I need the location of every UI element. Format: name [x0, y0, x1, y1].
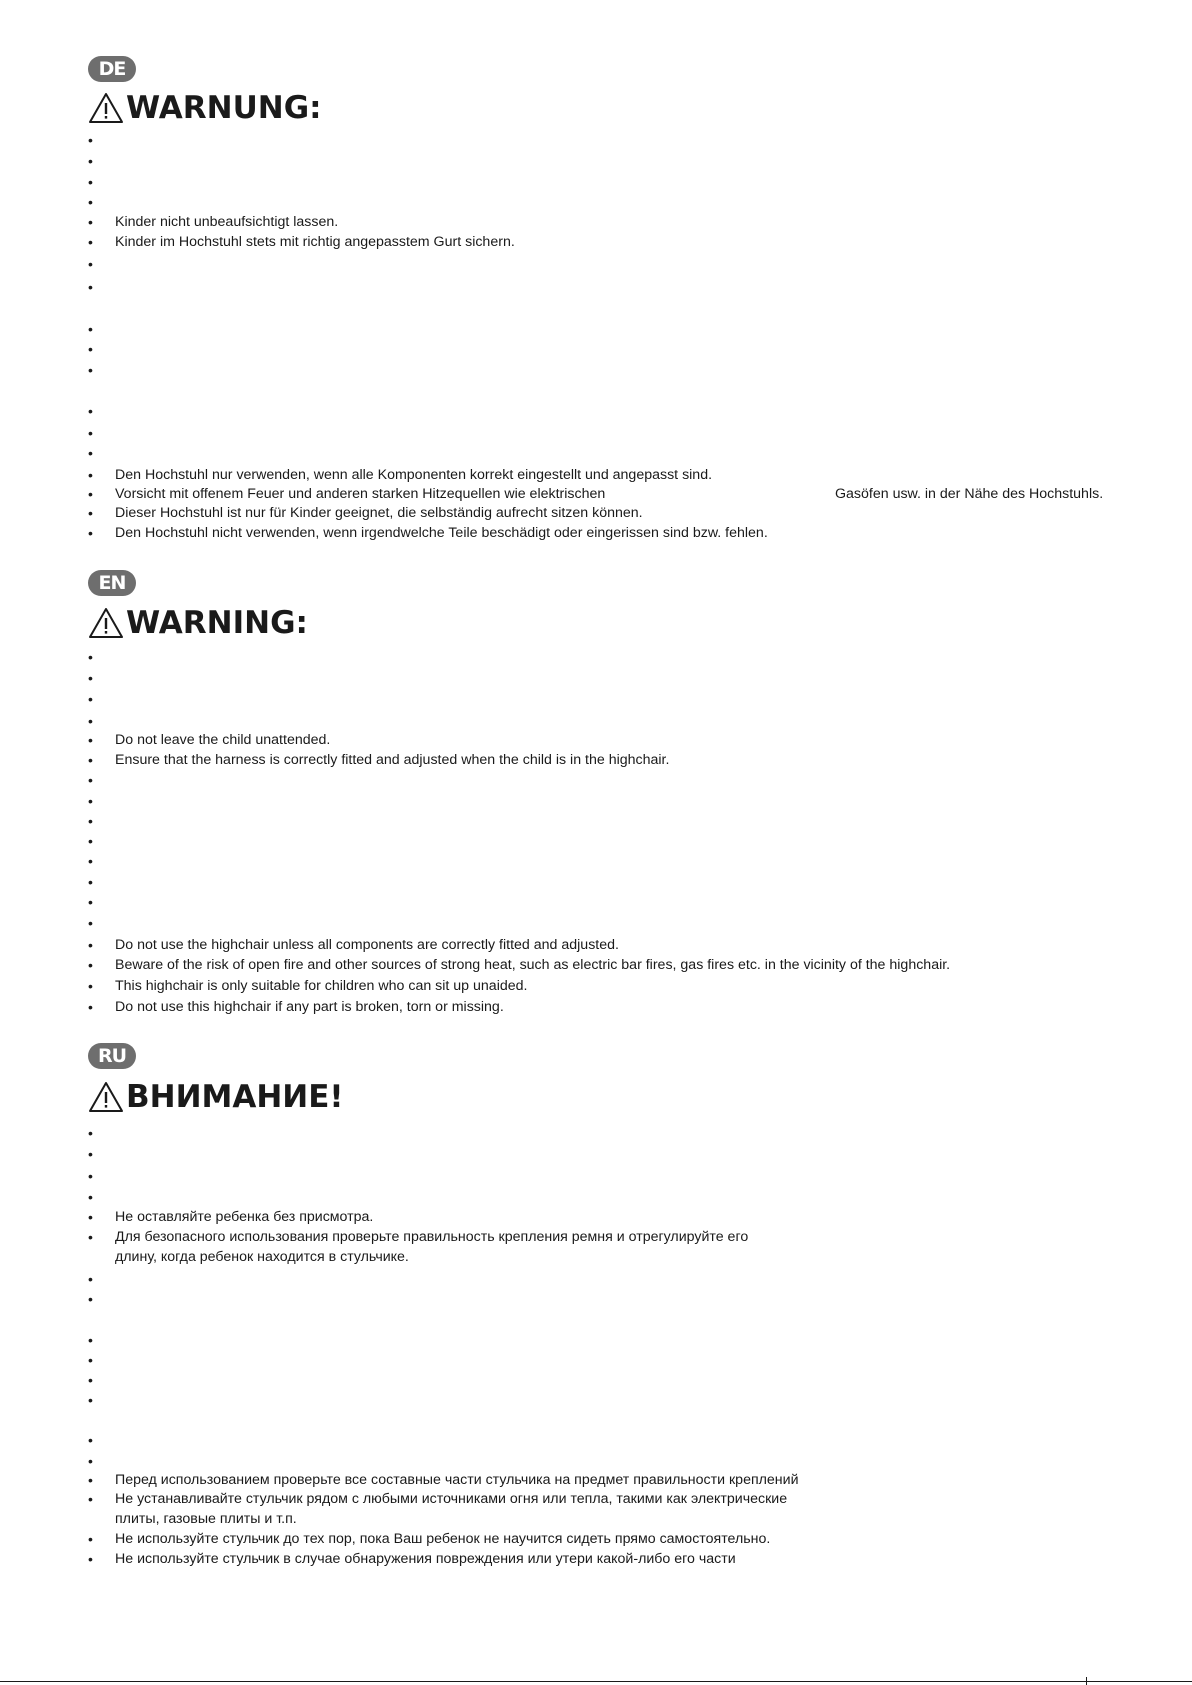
bullet: • [88, 486, 93, 502]
list-item [88, 1188, 1108, 1206]
list-item [88, 193, 1108, 211]
list-item [88, 1167, 1108, 1185]
list-item [88, 731, 1108, 749]
list-item [88, 998, 1108, 1016]
bullet: • [88, 1432, 93, 1448]
list-item [88, 1471, 1108, 1489]
warning-triangle-icon [88, 1081, 124, 1113]
list-item [88, 669, 1108, 687]
list-item [88, 340, 1108, 358]
list-item [88, 1228, 1108, 1246]
list-item [88, 1490, 1108, 1508]
list-item [88, 852, 1108, 870]
list-item [88, 751, 1108, 769]
list-item-text: Do not leave the child unattended. [115, 732, 331, 748]
list-item [88, 956, 1108, 974]
list-item [88, 648, 1108, 666]
list-item-text-continued: плиты, газовые плиты и т.п. [115, 1511, 297, 1527]
list-item [88, 690, 1108, 708]
language-badge-de: DE [88, 56, 136, 82]
list-item [88, 712, 1108, 730]
bullet: • [88, 153, 93, 169]
list-item [88, 424, 1108, 442]
list-item [88, 1550, 1108, 1568]
bullet: • [88, 1271, 93, 1287]
bullet: • [88, 894, 93, 910]
warning-heading-de [88, 88, 322, 128]
list-item [88, 131, 1108, 149]
bullet: • [88, 467, 93, 483]
list-item [88, 1208, 1108, 1226]
list-item [88, 1290, 1108, 1308]
bullet: • [88, 341, 93, 357]
bullet: • [88, 833, 93, 849]
warning-heading-ru [88, 1077, 344, 1117]
list-item-text: Den Hochstuhl nicht verwenden, wenn irgendwelche Teile beschädigt oder eingerissen sind bzw. fehlen. [115, 525, 768, 541]
warning-heading-text: WARNUNG: [126, 90, 322, 126]
bullet: • [88, 425, 93, 441]
bullet: • [88, 321, 93, 337]
bullet: • [88, 691, 93, 707]
list-item-text: Dieser Hochstuhl ist nur für Kinder geeignet, die selbständig aufrecht sitzen können. [115, 505, 643, 521]
bullet: • [88, 670, 93, 686]
list-item [88, 1431, 1108, 1449]
bullet: • [88, 525, 93, 541]
list-item [88, 152, 1108, 170]
bullet: • [88, 978, 93, 994]
list-item [88, 213, 1108, 231]
list-item [88, 792, 1108, 810]
language-badge-ru: RU [88, 1043, 136, 1069]
list-item [88, 255, 1108, 273]
list-item-text: Перед использованием проверьте все составные части стульчика на предмет правильности креплений [115, 1472, 799, 1488]
list-item-text: Ensure that the harness is correctly fitted and adjusted when the child is in the highchair. [115, 752, 670, 768]
list-item-text: Den Hochstuhl nur verwenden, wenn alle Komponenten korrekt eingestellt und angepasst sind. [115, 467, 713, 483]
list-item [88, 320, 1108, 338]
list-item [88, 873, 1108, 891]
list-item [88, 524, 1108, 542]
bullet: • [88, 1332, 93, 1348]
bullet: • [88, 1453, 93, 1469]
list-item [88, 1270, 1108, 1288]
list-item-text: Beware of the risk of open fire and other sources of strong heat, such as electric bar fires, gas fires etc. in the vicinity of the highchair. [115, 957, 951, 973]
bullet: • [88, 1531, 93, 1547]
bullet: • [88, 772, 93, 788]
bullet: • [88, 649, 93, 665]
list-item-text: Kinder im Hochstuhl stets mit richtig angepasstem Gurt sichern. [115, 234, 515, 250]
bullet: • [88, 1125, 93, 1141]
list-item [88, 1145, 1108, 1163]
list-item [88, 1371, 1108, 1389]
list-item-text: This highchair is only suitable for children who can sit up unaided. [115, 978, 528, 994]
bullet: • [88, 1491, 93, 1507]
list-item [88, 1391, 1108, 1409]
bullet: • [88, 752, 93, 768]
bullet: • [88, 1472, 93, 1488]
warning-heading-text: WARNING: [126, 605, 308, 641]
list-item [88, 278, 1108, 296]
bullet: • [88, 793, 93, 809]
bullet: • [88, 999, 93, 1015]
bullet: • [88, 1352, 93, 1368]
list-item [88, 1124, 1108, 1142]
bullet: • [88, 1168, 93, 1184]
list-item [88, 504, 1108, 522]
bullet: • [88, 279, 93, 295]
list-item [88, 812, 1108, 830]
bullet: • [88, 1209, 93, 1225]
list-item-text: Vorsicht mit offenem Feuer und anderen starken Hitzequellen wie elektrischen [115, 486, 606, 502]
list-item-text: Не используйте стульчик до тех пор, пока Ваш ребенок не научится сидеть прямо самостоятельно. [115, 1531, 771, 1547]
bullet: • [88, 813, 93, 829]
footer-tick [1086, 1677, 1087, 1685]
bullet: • [88, 174, 93, 190]
list-item-text-continued: длину, когда ребенок находится в стульчике. [115, 1249, 409, 1265]
bullet: • [88, 1189, 93, 1205]
bullet: • [88, 132, 93, 148]
bullet: • [88, 1372, 93, 1388]
list-item [88, 444, 1108, 462]
bullet: • [88, 1392, 93, 1408]
bullet: • [88, 1229, 93, 1245]
list-item-text: Kinder nicht unbeaufsichtigt lassen. [115, 214, 339, 230]
bullet: • [88, 362, 93, 378]
list-item [88, 466, 1108, 484]
bullet: • [88, 732, 93, 748]
list-item [88, 485, 1108, 503]
bullet: • [88, 214, 93, 230]
bullet: • [88, 234, 93, 250]
warning-triangle-icon [88, 607, 124, 639]
list-item [88, 771, 1108, 789]
bullet: • [88, 445, 93, 461]
bullet: • [88, 937, 93, 953]
warning-triangle-icon [88, 92, 124, 124]
list-item [88, 977, 1108, 995]
list-item [88, 1331, 1108, 1349]
bullet: • [88, 505, 93, 521]
list-item [88, 832, 1108, 850]
bullet: • [88, 194, 93, 210]
list-item-text: Не устанавливайте стульчик рядом с любыми источниками огня или тепла, такими как электрические [115, 1491, 788, 1507]
list-item-text: Не оставляйте ребенка без присмотра. [115, 1209, 374, 1225]
list-item [88, 173, 1108, 191]
footer-rule [0, 1681, 1192, 1682]
list-item-text: Не используйте стульчик в случае обнаружения повреждения или утери какой-либо его части [115, 1551, 736, 1567]
list-item-text: Do not use this highchair if any part is broken, torn or missing. [115, 999, 504, 1015]
bullet: • [88, 957, 93, 973]
list-item-text: Для безопасного использования проверьте правильность крепления ремня и отрегулируйте его [115, 1229, 749, 1245]
list-item [88, 402, 1108, 420]
warning-heading-en [88, 603, 308, 643]
list-item [88, 893, 1108, 911]
list-item-text: Do not use the highchair unless all components are correctly fitted and adjusted. [115, 937, 619, 953]
bullet: • [88, 874, 93, 890]
list-item [88, 936, 1108, 954]
bullet: • [88, 1551, 93, 1567]
bullet: • [88, 403, 93, 419]
bullet: • [88, 915, 93, 931]
language-badge-en: EN [88, 570, 136, 596]
bullet: • [88, 713, 93, 729]
list-item [88, 1351, 1108, 1369]
list-item [88, 361, 1108, 379]
bullet: • [88, 256, 93, 272]
list-item [88, 1452, 1108, 1470]
warning-heading-text: ВНИМАНИЕ! [126, 1079, 344, 1115]
bullet: • [88, 1291, 93, 1307]
list-item-text-continued: Gasöfen usw. in der Nähe des Hochstuhls. [835, 486, 1104, 502]
bullet: • [88, 853, 93, 869]
list-item [88, 914, 1108, 932]
list-item [88, 233, 1108, 251]
list-item [88, 1530, 1108, 1548]
bullet: • [88, 1146, 93, 1162]
